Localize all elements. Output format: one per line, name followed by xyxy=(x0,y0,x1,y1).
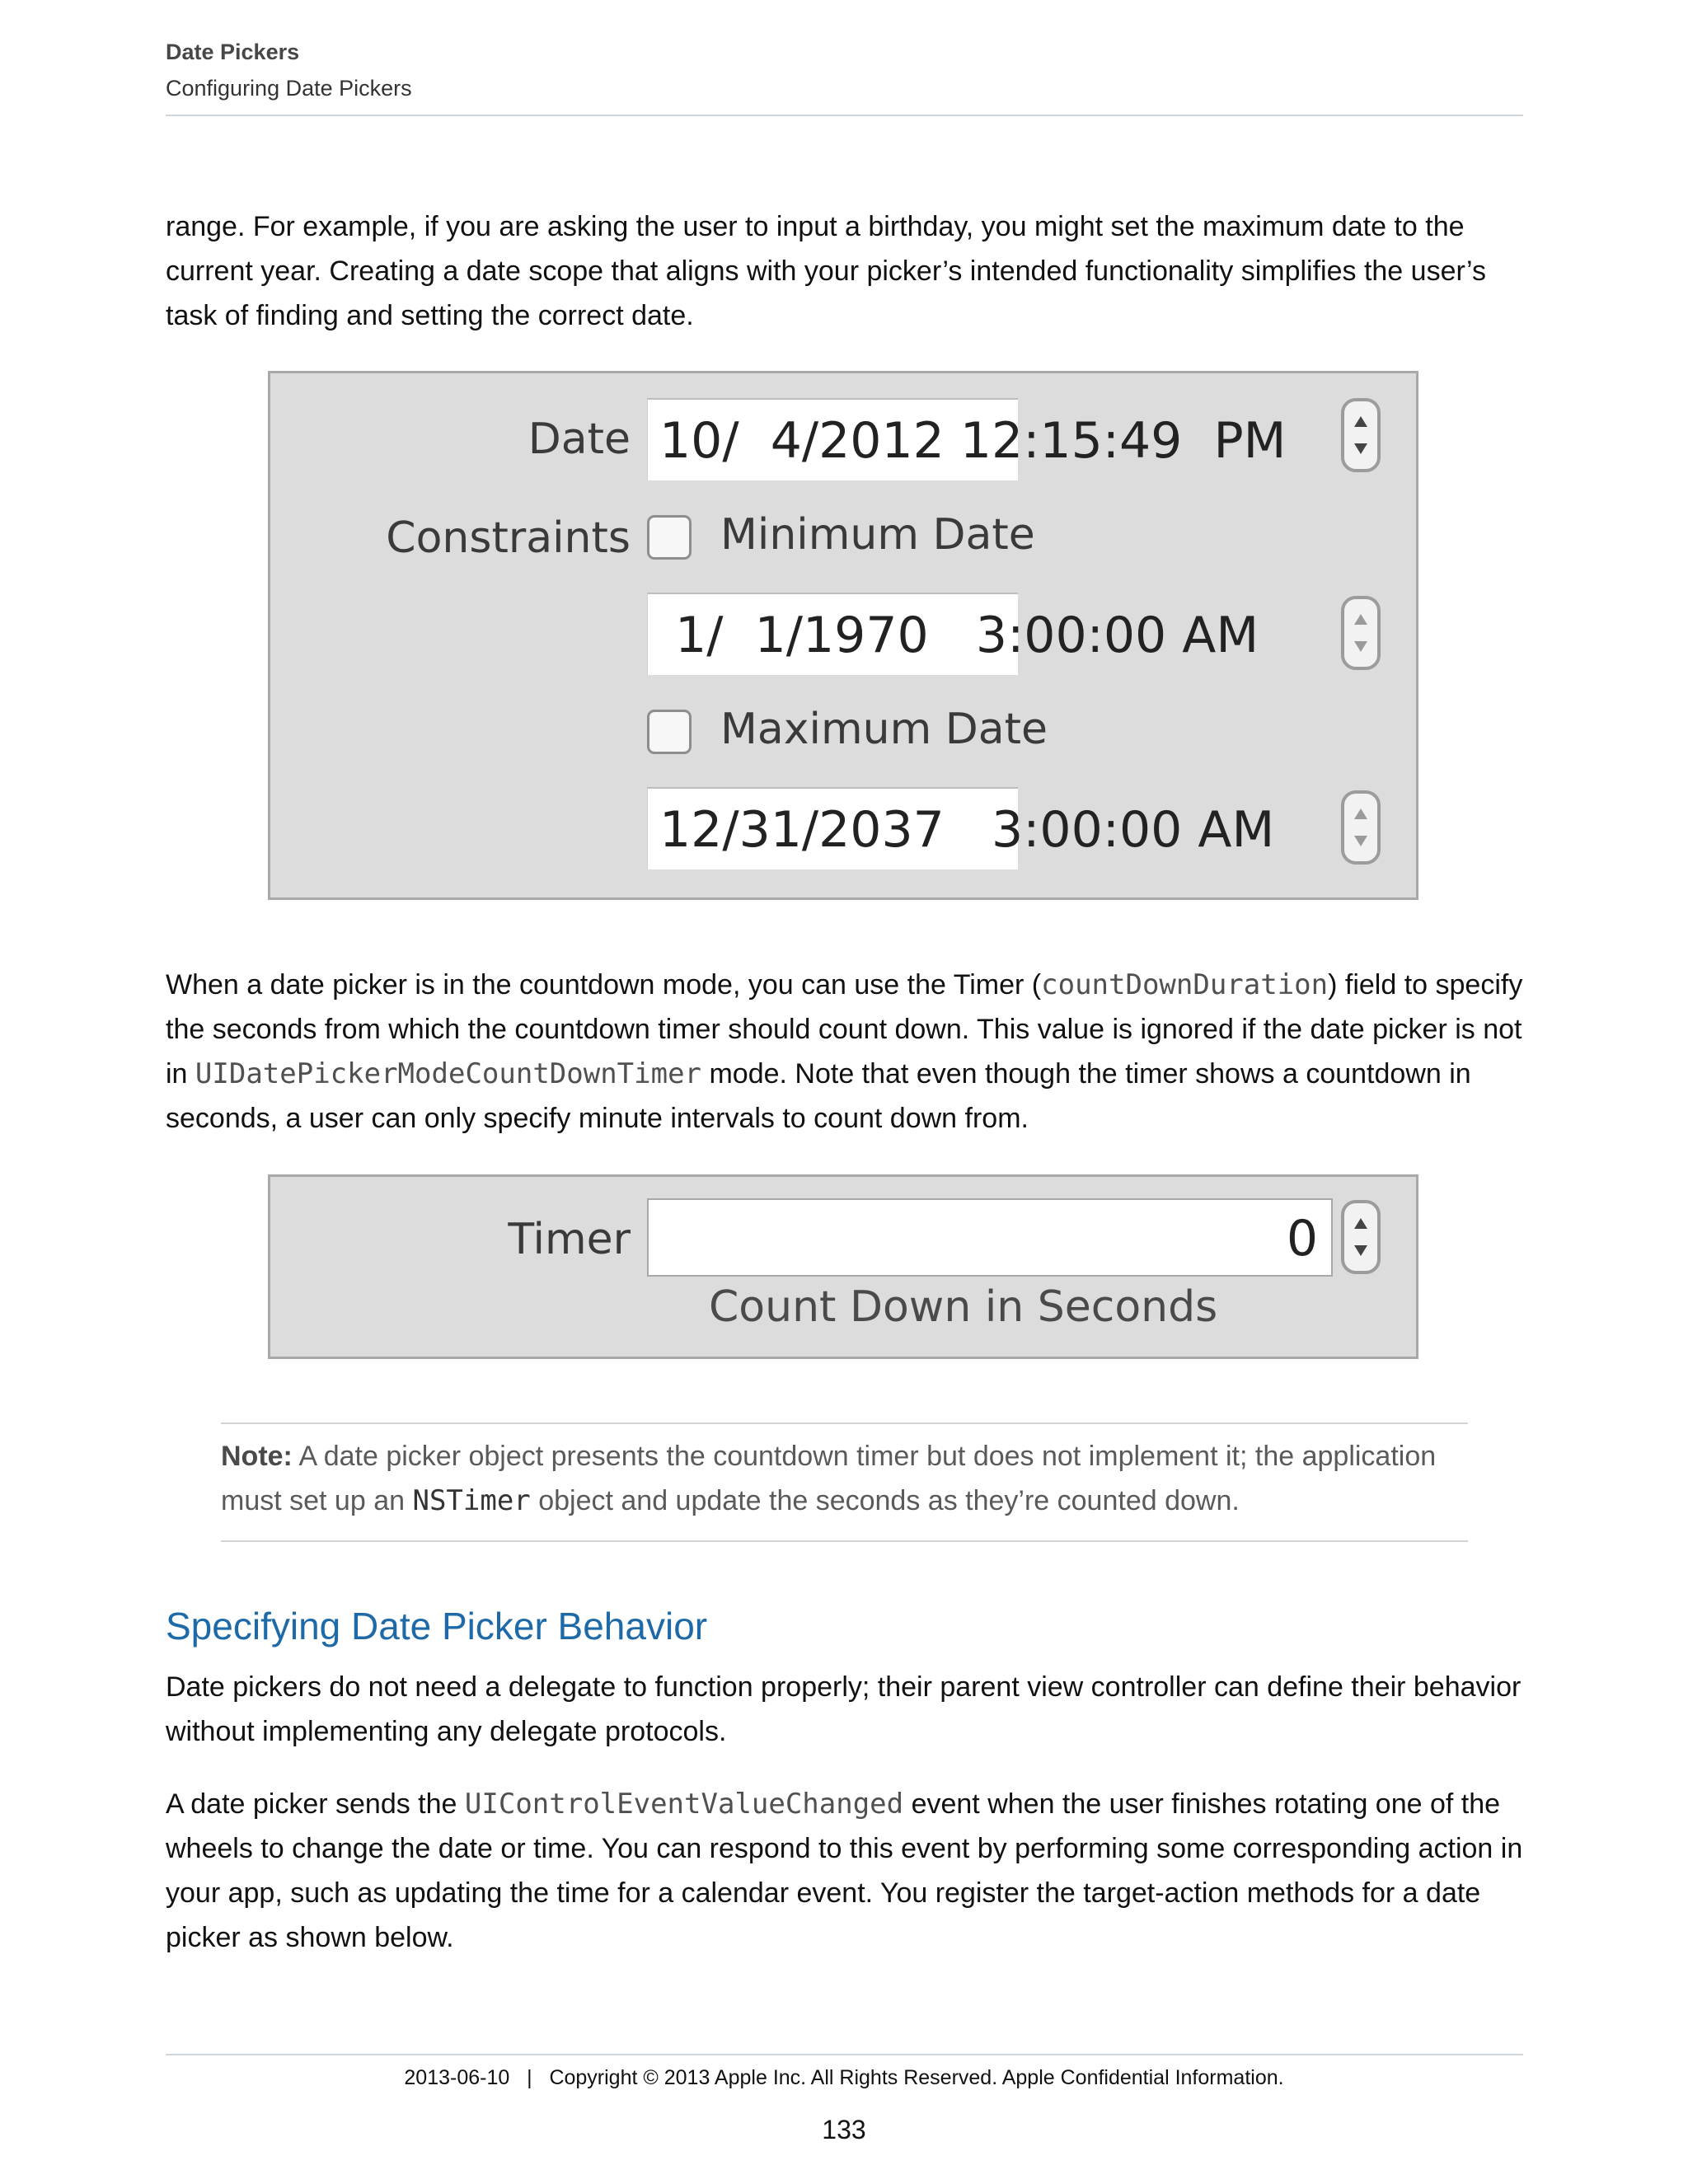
stepper-up-icon[interactable] xyxy=(1354,808,1367,819)
stepper-up-icon[interactable] xyxy=(1354,614,1367,625)
text-run: When a date picker is in the countdown mode, you can use the Timer ( xyxy=(166,969,1042,1001)
stepper-up-icon[interactable] xyxy=(1354,1218,1367,1229)
text-run: event when the user finishes rotating one of the wheels to change the date or time. You can respond to this event by performing some corresponding action in your app, such as updating the time for a calendar event. You register the target-action methods for a date picker as shown below. xyxy=(166,1788,1523,1953)
timer-label: Timer xyxy=(508,1215,631,1264)
timer-caption: Count Down in Seconds xyxy=(709,1282,1218,1332)
intro-text: range. For example, if you are asking the user to input a birthday, you might set the maximum date to the current year. Creating a date scope that aligns with your picker’s intended functionality simplifies the user’s task of finding and setting the correct date. xyxy=(166,211,1487,331)
text-run: A date picker object presents the countdown timer but does not implement it; the application must set up an xyxy=(221,1441,1437,1516)
timer-figure xyxy=(268,1174,1418,1359)
stepper-down-icon[interactable] xyxy=(1354,836,1367,846)
timer-field[interactable]: 0 xyxy=(647,1198,1333,1277)
date-stepper[interactable] xyxy=(1341,398,1381,472)
behavior-text-1: Date pickers do not need a delegate to function properly; their parent view controller can define their behavior without implementing any delegate protocols. xyxy=(166,1671,1522,1747)
note-top-rule xyxy=(221,1422,1468,1424)
section-heading: Specifying Date Picker Behavior xyxy=(166,1605,708,1647)
running-header-section: Configuring Date Pickers xyxy=(166,76,412,101)
minimum-date-field[interactable]: 1/ 1/1970 3:00:00 AM xyxy=(647,593,1018,675)
header-divider xyxy=(166,115,1523,116)
minimum-date-label: Minimum Date xyxy=(720,510,1035,560)
note-bottom-rule xyxy=(221,1540,1468,1542)
stepper-down-icon[interactable] xyxy=(1354,443,1367,454)
code-countDownDuration: countDownDuration xyxy=(1041,968,1329,1001)
code-NSTimer: NSTimer xyxy=(412,1484,531,1517)
text-run: object and update the seconds as they’re counted down. xyxy=(530,1485,1240,1516)
code-UIDatePickerModeCountDownTimer: UIDatePickerModeCountDownTimer xyxy=(195,1057,702,1090)
minimum-date-checkbox[interactable] xyxy=(647,515,692,560)
text-run: ) field to specify the seconds from which the countdown timer should count down. This value is ignored if the date picker is not in xyxy=(166,969,1523,1090)
page-number: 133 xyxy=(822,2115,866,2144)
maximum-date-stepper[interactable] xyxy=(1341,790,1381,865)
date-field[interactable]: 10/ 4/2012 12:15:49 PM xyxy=(647,398,1018,480)
countdown-paragraph xyxy=(166,963,1526,1141)
maximum-date-label: Maximum Date xyxy=(720,705,1048,754)
behavior-text-2 xyxy=(166,1782,1526,1960)
running-header-chapter: Date Pickers xyxy=(166,40,300,64)
stepper-down-icon[interactable] xyxy=(1354,1245,1367,1256)
stepper-up-icon[interactable] xyxy=(1354,416,1367,427)
countdown-text xyxy=(166,963,1526,1141)
date-label: Date xyxy=(528,415,631,464)
behavior-paragraph-1 xyxy=(166,1665,1526,1754)
text-run: mode. Note that even though the timer shows a countdown in seconds, a user can only specify minute intervals to count down from. xyxy=(166,1058,1471,1134)
code-UIControlEventValueChanged: UIControlEventValueChanged xyxy=(464,1788,904,1821)
stepper-down-icon[interactable] xyxy=(1354,641,1367,652)
maximum-date-field[interactable]: 12/31/2037 3:00:00 AM xyxy=(647,787,1018,869)
footer-divider xyxy=(166,2054,1523,2055)
timer-stepper[interactable] xyxy=(1341,1200,1381,1274)
note-label: Note: xyxy=(221,1441,293,1472)
constraints-label: Constraints xyxy=(386,513,631,563)
behavior-paragraph-2 xyxy=(166,1782,1526,1960)
intro-paragraph xyxy=(166,204,1526,338)
minimum-date-stepper[interactable] xyxy=(1341,596,1381,670)
text-run: A date picker sends the xyxy=(166,1788,465,1820)
maximum-date-checkbox[interactable] xyxy=(647,710,692,754)
date-constraints-figure xyxy=(268,371,1418,900)
footer-copyright: 2013-06-10 | Copyright © 2013 Apple Inc. All Rights Reserved. Apple Confidential Information. xyxy=(404,2066,1284,2089)
note-box xyxy=(221,1434,1468,1523)
